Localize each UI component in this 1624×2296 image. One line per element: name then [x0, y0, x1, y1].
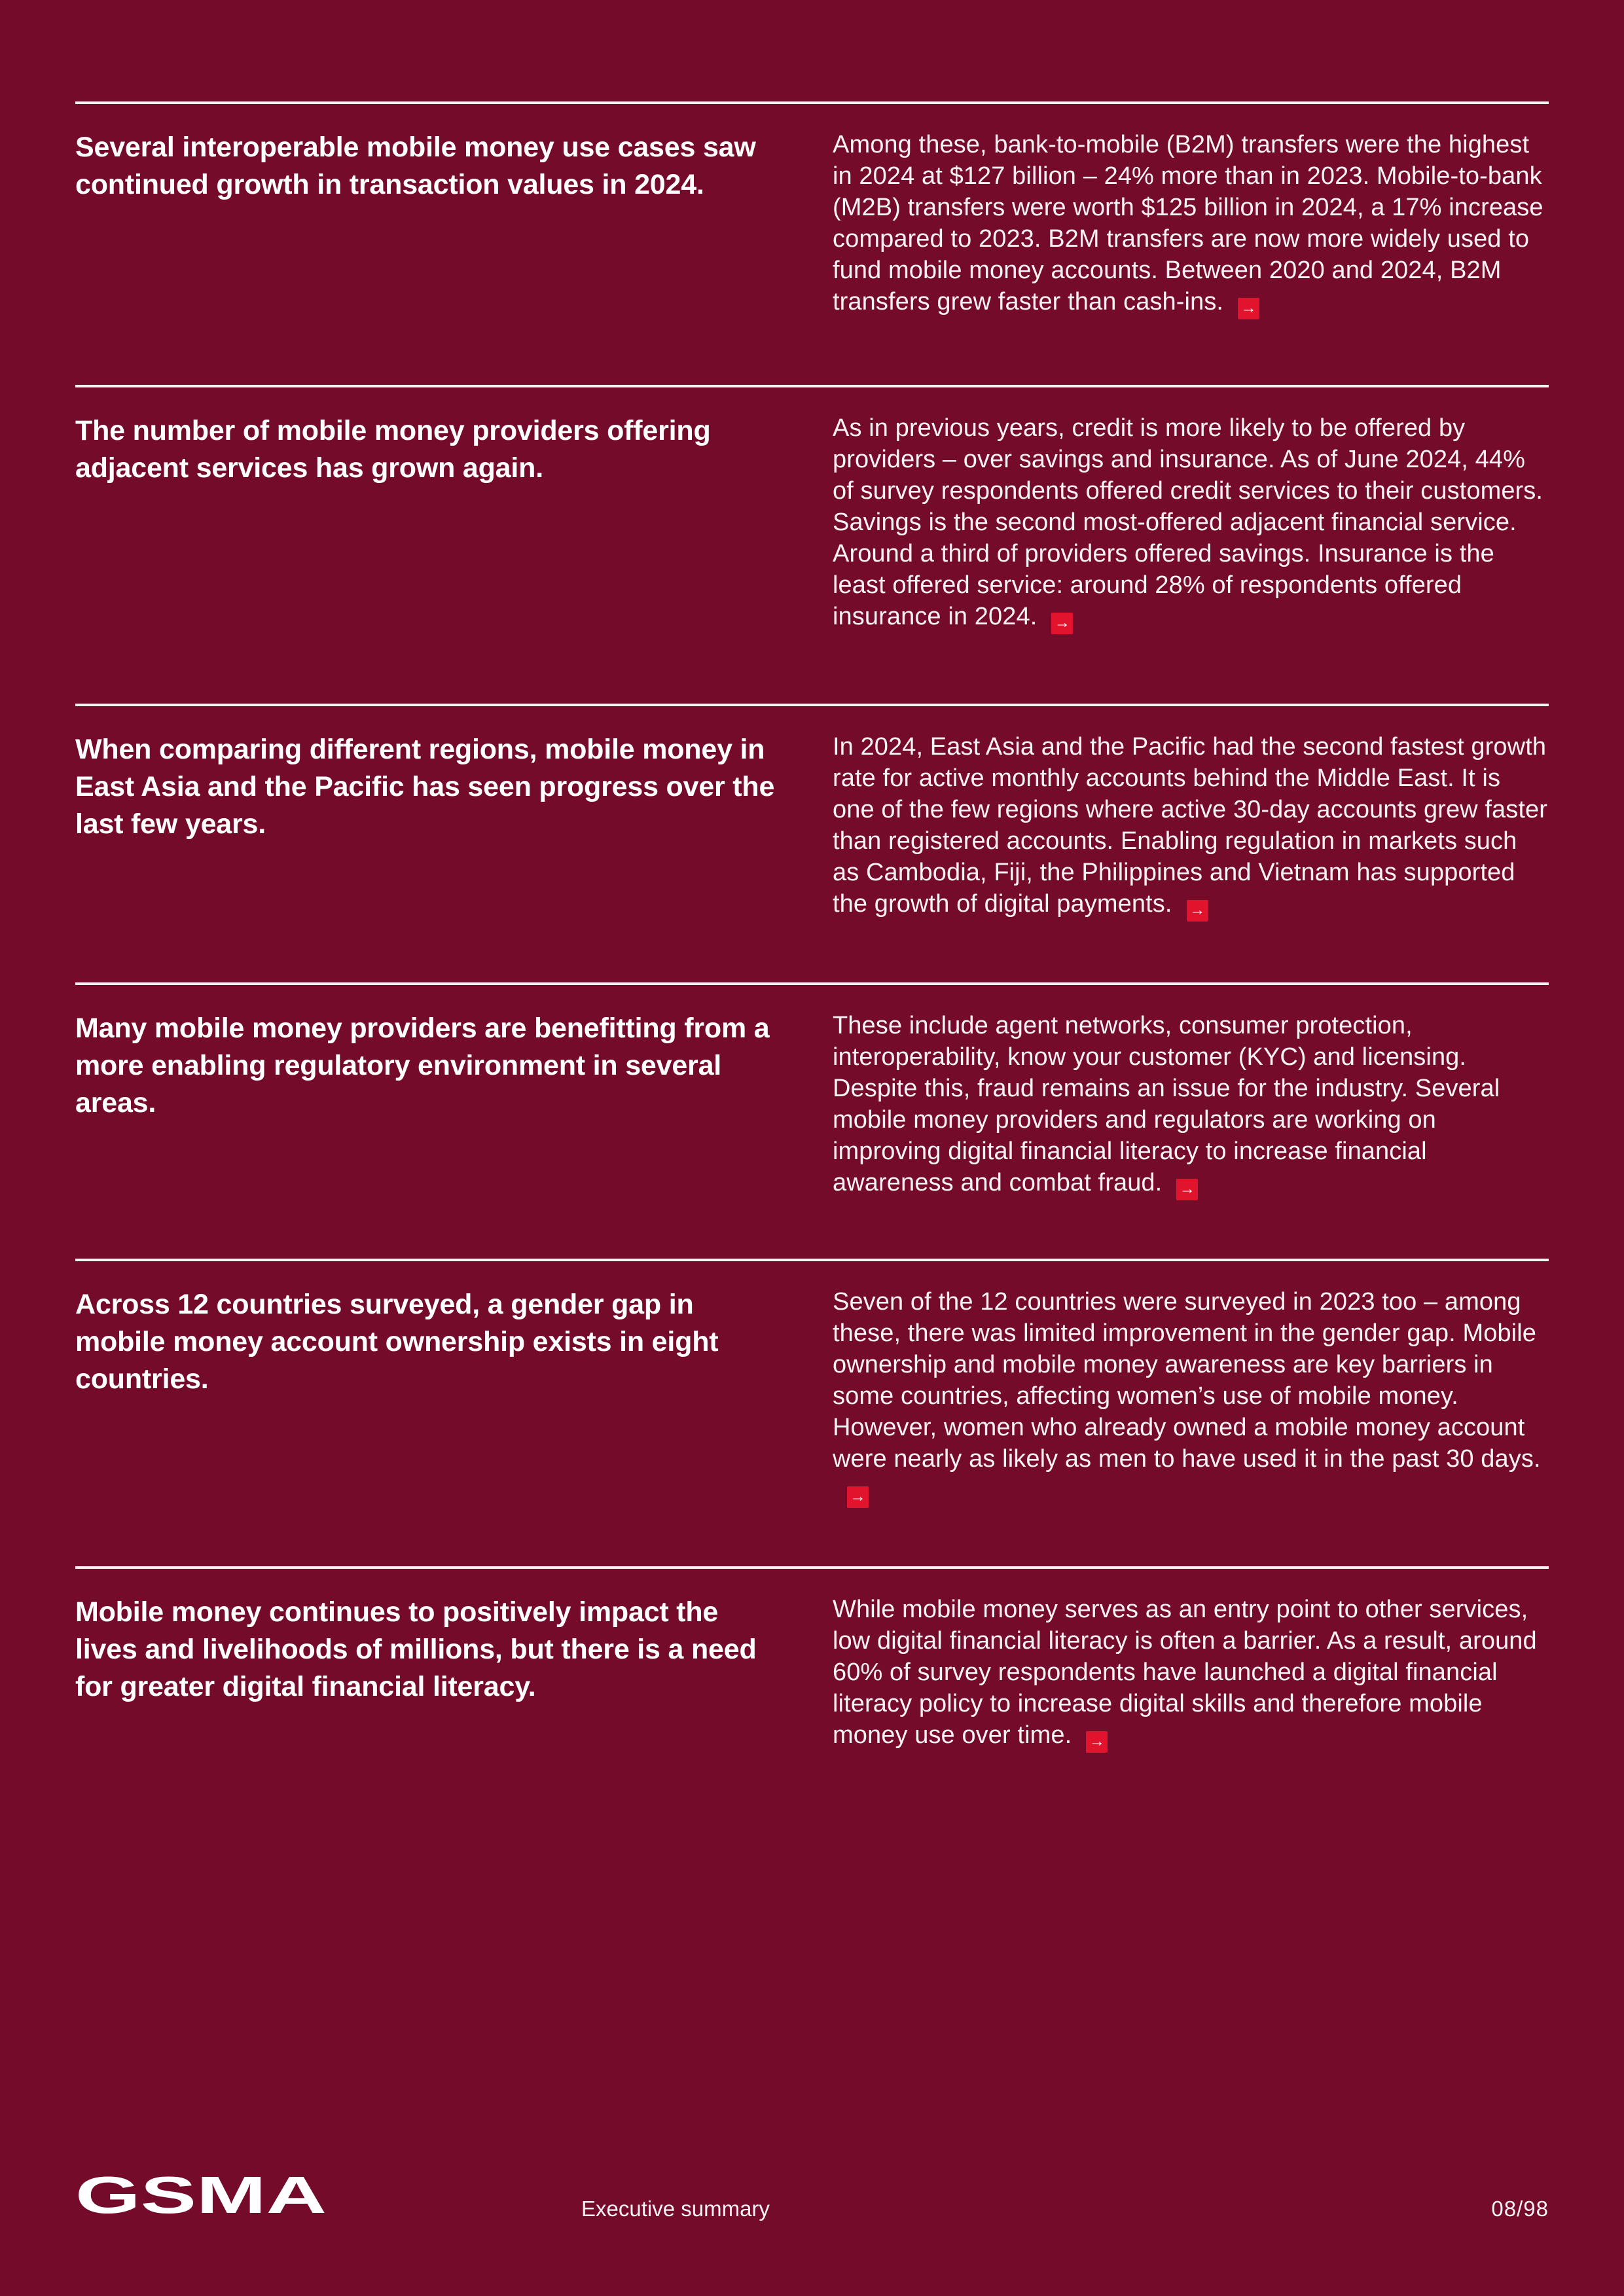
body-column — [833, 731, 1549, 920]
summary-section — [75, 982, 1549, 1259]
section-heading: Across 12 countries surveyed, a gender gap in mobile money account ownership exists in eight countries. — [75, 1289, 719, 1395]
section-paragraph-text: While mobile money serves as an entry point to other services, low digital financial literacy is often a barrier. As a result, around 60% of survey respondents have launched a digital financial literacy policy to increase digital skills and therefore mobile money use over time. — [833, 1596, 1537, 1749]
forward-arrow-button[interactable] — [1187, 900, 1208, 922]
section-heading: Several interoperable mobile money use cases saw continued growth in transaction values in 2024. — [75, 132, 756, 200]
section-paragraph-text: These include agent networks, consumer protection, interoperability, know your customer (KYC) and licensing. Despite this, fraud remains an issue for the industry. Several mobile money providers and regulators are working on improving digital financial literacy to increase financial awareness and combat fraud. — [833, 1012, 1500, 1196]
gsma-logo: GSMA — [75, 2166, 327, 2224]
section-paragraph — [833, 412, 1549, 632]
summary-section — [75, 1566, 1549, 1893]
heading-column — [75, 1010, 833, 1122]
summary-section — [75, 101, 1549, 385]
body-column — [833, 129, 1549, 317]
body-column — [833, 412, 1549, 632]
section-heading: Mobile money continues to positively impact the lives and livelihoods of millions, but there is a need for greater digital financial literacy. — [75, 1596, 757, 1702]
section-paragraph-text: As in previous years, credit is more likely to be offered by providers – over savings and insurance. As of June 2024, 44% of survey respondents offered credit services to their customers. Savings is the second most-offered adjacent financial service. Around a third of providers offered savings. Insurance is the least offered service: around 28% of respondents offered insurance in 2024. — [833, 414, 1543, 630]
forward-arrow-button[interactable] — [847, 1486, 869, 1508]
section-paragraph-text: Among these, bank-to-mobile (B2M) transfers were the highest in 2024 at $127 billion – 24% more than in 2023. Mobile-to-bank (M2B) transfers were worth $125 billion in 2024, a 17% increase compared to 2023. B2M transfers are now more widely used to fund mobile money accounts. Between 2020 and 2024, B2M transfers grew faster than cash-ins. — [833, 131, 1543, 315]
forward-arrow-button[interactable] — [1086, 1731, 1108, 1753]
section-heading: When comparing different regions, mobile money in East Asia and the Pacific has seen progress over the last few years. — [75, 734, 775, 840]
section-paragraph-text: Seven of the 12 countries were surveyed in 2023 too – among these, there was limited improvement in the gender gap. Mobile ownership and mobile money awareness are key barriers in some countries, affecting women’s use of mobile money. However, women who already owned a mobile money account were nearly as likely as men to have used it in the past 30 days. — [833, 1288, 1541, 1473]
page-footer — [75, 2166, 1549, 2244]
section-heading: The number of mobile money providers offering adjacent services has grown again. — [75, 415, 711, 484]
section-paragraph — [833, 1286, 1549, 1506]
right-arrow-icon: → — [1054, 614, 1070, 632]
body-column — [833, 1286, 1549, 1506]
right-arrow-icon: → — [850, 1488, 866, 1505]
section-paragraph — [833, 1594, 1549, 1751]
section-paragraph — [833, 129, 1549, 317]
footer-page-number: 08/98 — [1491, 2197, 1549, 2221]
summary-section — [75, 385, 1549, 704]
heading-column — [75, 731, 833, 843]
summary-list — [75, 0, 1549, 1893]
section-paragraph — [833, 731, 1549, 920]
forward-arrow-button[interactable] — [1051, 613, 1073, 634]
forward-arrow-button[interactable] — [1176, 1179, 1198, 1200]
section-paragraph-text: In 2024, East Asia and the Pacific had the second fastest growth rate for active monthly accounts behind the Middle East. It is one of the few regions where active 30-day accounts grew faster than registered accounts. Enabling regulation in markets such as Cambodia, Fiji, the Philippines and Vietnam has supported the growth of digital payments. — [833, 733, 1548, 918]
section-paragraph — [833, 1010, 1549, 1198]
heading-column — [75, 1286, 833, 1398]
right-arrow-icon: → — [1240, 299, 1257, 317]
right-arrow-icon: → — [1089, 1732, 1105, 1750]
section-heading: Many mobile money providers are benefitting from a more enabling regulatory environment in several areas. — [75, 1013, 770, 1119]
right-arrow-icon: → — [1179, 1180, 1195, 1198]
heading-column — [75, 1594, 833, 1706]
body-column — [833, 1594, 1549, 1751]
summary-section — [75, 704, 1549, 982]
right-arrow-icon: → — [1189, 901, 1206, 919]
footer-section-label: Executive summary — [581, 2197, 770, 2221]
body-column — [833, 1010, 1549, 1198]
forward-arrow-button[interactable] — [1238, 298, 1259, 319]
heading-column — [75, 129, 833, 204]
heading-column — [75, 412, 833, 487]
summary-section — [75, 1259, 1549, 1566]
